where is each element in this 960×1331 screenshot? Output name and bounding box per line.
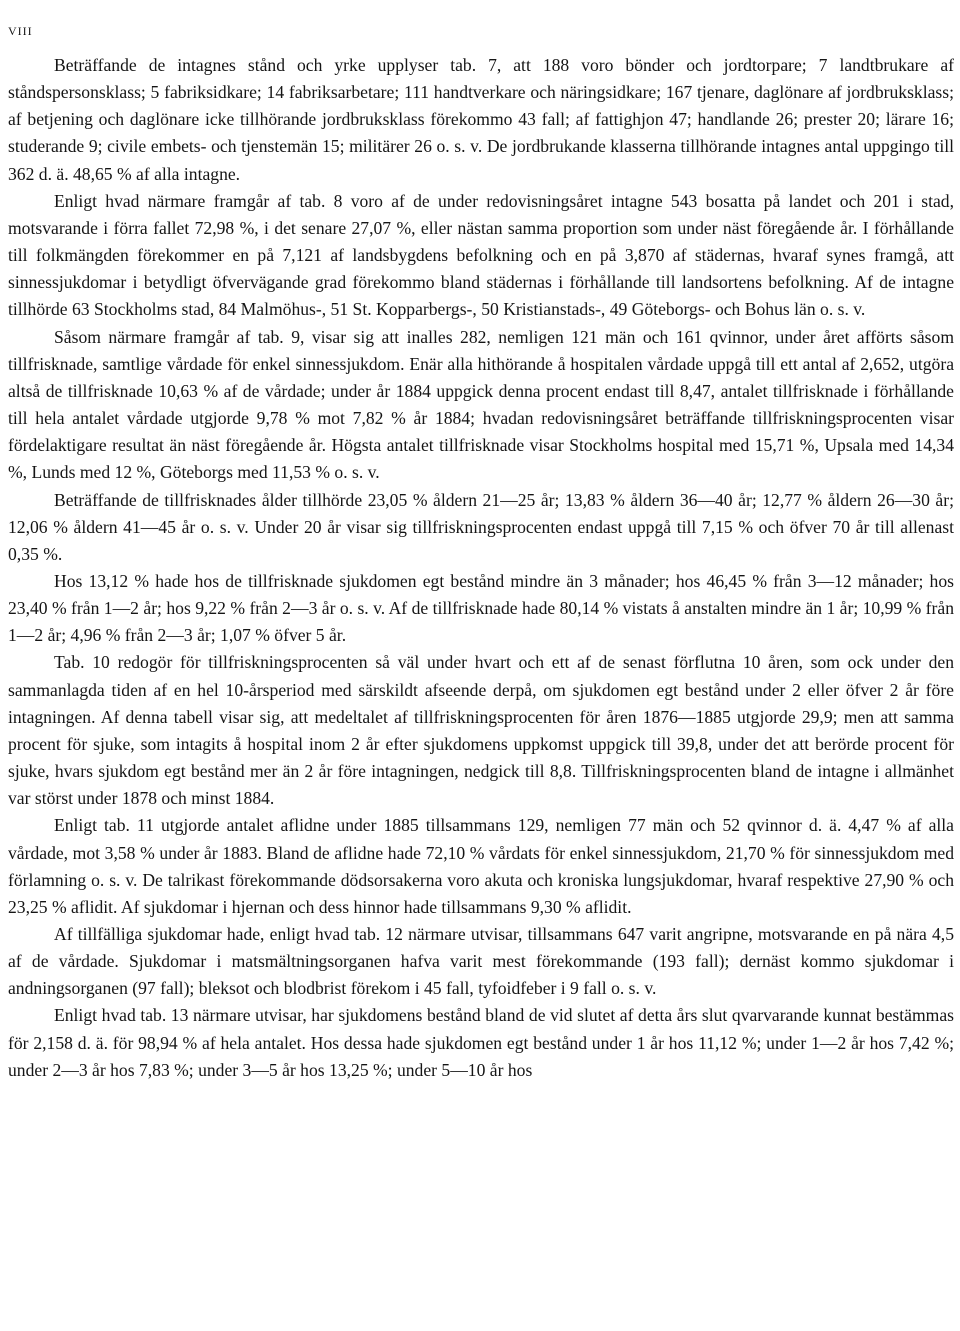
paragraph-deaths: Enligt tab. 11 utgjorde antalet aflidne under 1885 tillsammans 129, nemligen 77 män och 52 qvinnor d. ä. 4,47 % af alla vårdade, mot 3,58 % under år 1883. Bland de aflidne hade 72,10 % vårdats för enkel sinnessjukdom, 21,70 % för sinnessjukdom med förlamning o. s. v. De talrikast förekommande dödsorsakerna voro akuta och kroniska lungsjukdomar, hvaraf respektive 27,90 % och 23,25 % aflidit. Af sjukdomar i hjernan och dess hinnor hade tillsammans 9,30 % aflidit. [8,815,954,917]
paragraph-incidental-diseases: Af tillfälliga sjukdomar hade, enligt hvad tab. 12 närmare utvisar, tillsammans 647 varit angripne, motsvarande en på nära 4,5 af de vårdade. Sjukdomar i matsmältningsorganen hafva varit mest förekommande (193 fall); dernäst kommo sjukdomar i andningsorganen (97 fall); bleksot och blodbrist förekom i 45 fall, tyfoidfeber i 9 fall o. s. v. [8,924,954,999]
page-number: VIII [8,24,33,38]
document-body [8,52,954,1084]
paragraph-recoveries: Såsom närmare framgår af tab. 9, visar sig att inalles 282, nemligen 121 män och 161 qvinnor, under året afförts såsom tillfrisknade, samtlige vårdade för enkel sinnessjukdom. Enär alla hithörande å hospitalen vårdade uppgå till ett antal af 2,652, utgöra altså de tillfrisknade 10,63 % af de vårdade; under år 1884 uppgick denna procent endast till 8,47, antalet tillfrisknade i förhållande till hela antalet vårdade utgjorde 9,78 % mot 7,82 % år 1884; hvadan redovisningsåret beträffande tillfriskningsprocenten visar fördelaktigare resultat än näst föregående år. Högsta antalet tillfrisknade visar Stockholms hospital med 15,71 %, Upsala med 14,34 %, Lunds med 12 %, Göteborgs med 11,53 % o. s. v. [8,326,954,483]
paragraph-occupations: Beträffande de intagnes stånd och yrke upplyser tab. 7, att 188 voro bönder och jordtorpare; 7 landtbrukare af ståndspersonsklass; 5 fabriksidkare; 14 fabriksarbetare; 111 handtverkare och näringsidkare; 167 tjenare, daglönare af jordbruksklass; af betjening och daglönare icke tillhörande jordbruksklass förekommo 43 fall; af fattighjon 47; handlande 26; prester 20; lärare 16; studerande 9; civile embets- och tjenstemän 15; militärer 26 o. s. v. De jordbrukande klasserna tillhörande intagnes antal uppgingo till 362 d. ä. 48,65 % af alla intagne. [8,55,954,184]
paragraph-recovered-age: Beträffande de tillfrisknades ålder tillhörde 23,05 % åldern 21—25 år; 13,83 % åldern 36—40 år; 12,77 % åldern 26—30 år; 12,06 % åldern 41—45 år o. s. v. Under 20 år visar sig tillfriskningsprocenten endast uppgå till 7,15 % och öfver 70 år till allenast 0,35 %. [8,489,954,564]
paragraph-disease-duration-remaining: Enligt hvad tab. 13 närmare utvisar, har sjukdomens bestånd bland de vid slutet af detta års slut qvarvarande kunnat bestämmas för 2,158 d. ä. för 98,94 % af hela antalet. Hos dessa hade sjukdomen egt bestånd under 1 år hos 11,12 %; under 1—2 år hos 7,42 %; under 2—3 år hos 7,83 %; under 3—5 år hos 13,25 %; under 5—10 år hos [8,1005,954,1080]
paragraph-illness-duration: Hos 13,12 % hade hos de tillfrisknade sjukdomen egt bestånd mindre än 3 månader; hos 46,45 % från 3—12 månader; hos 23,40 % från 1—2 år; hos 9,22 % från 2—3 år o. s. v. Af de tillfrisknade hade 80,14 % vistats å anstalten mindre än 1 år; 10,99 % från 1—2 år; 4,96 % från 2—3 år; 1,07 % öfver 5 år. [8,570,954,646]
paragraph-recovery-rate-decade: Tab. 10 redogör för tillfriskningsprocenten så väl under hvart och ett af de senast förflutna 10 åren, som ock under den sammanlagda tiden af en hel 10-årsperiod med särskildt afseende derpå, om sjukdomen egt bestånd under 2 eller öfver 2 år före intagningen. Af denna tabell visar sig, att medeltalet af tillfriskningsprocenten för åren 1876—1885 utgjorde 29,9; men att samma procent för sjuke, som intagits å hospital inom 2 år efter sjukdomens uppkomst uppgick till 39,8, under det att berörde procent för sjuke, hvars sjukdom egt bestånd mer än 2 år före intagningen, nedgick till 8,8. Tillfriskningsprocenten bland de intagne i allmänhet var störst under 1878 och minst 1884. [8,652,954,809]
paragraph-residence: Enligt hvad närmare framgår af tab. 8 voro af de under redovisningsåret intagne 543 bosatta på landet och 201 i stad, motsvarande i förra fallet 72,98 %, i det senare 27,07 %, eller nästan samma proportion som under näst föregående år. I förhållande till folkmängden förekommer en på 7,121 af landsbygdens befolkning och en på 3,870 af städernas, hvaraf synes framgå, att sinnessjukdomar i betydligt öfvervägande grad förekommo bland städernas i förhållande till landsortens befolkning. Af de intagne tillhörde 63 Stockholms stad, 84 Malmöhus-, 51 St. Kopparbergs-, 50 Kristianstads-, 49 Göteborgs- och Bohus län o. s. v. [8,190,954,320]
